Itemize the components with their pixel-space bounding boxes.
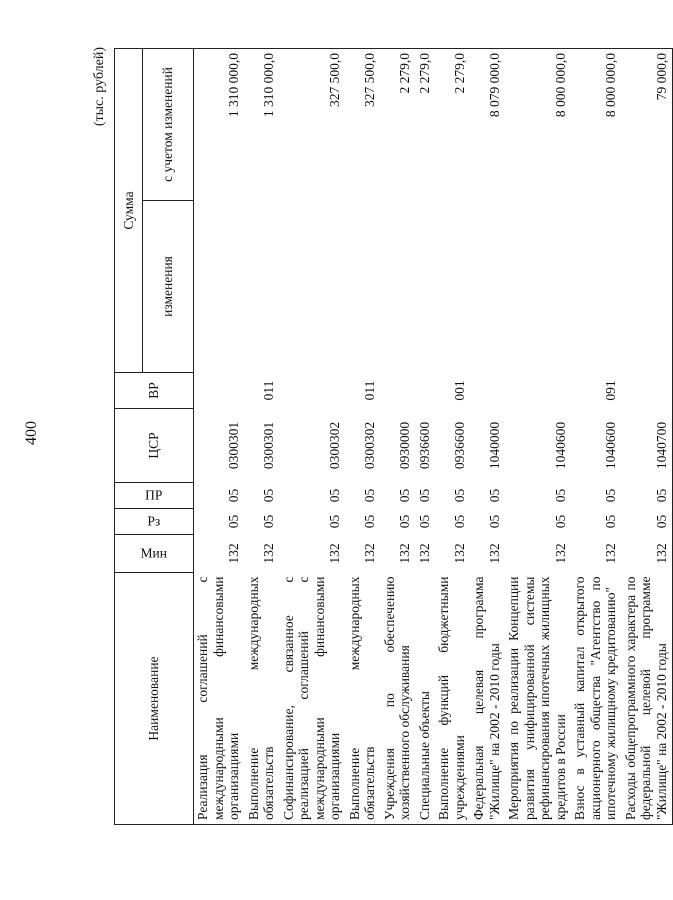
cell-name: Специальные объекты [416, 573, 436, 825]
header-sum: Сумма [115, 48, 143, 372]
cell-csr: 0930000 [397, 421, 413, 470]
cell-rz: 05 [552, 514, 568, 529]
cell-rz: 05 [603, 514, 619, 529]
cell-rz: 05 [327, 514, 343, 529]
cell-vr [194, 373, 245, 409]
table-body [194, 48, 673, 824]
cell-pr: 05 [416, 488, 432, 503]
cell-name: Софинансирование, связанное с реализацией соглашений с международными финансовыми организациями [280, 573, 346, 825]
cell-vr [622, 373, 673, 409]
table-row [435, 48, 470, 824]
cell-rz: 05 [416, 514, 432, 529]
cell-csr: 1040600 [603, 421, 619, 470]
cell-vr [416, 373, 436, 409]
cell-min: 132 [603, 543, 619, 564]
header-changes: изменения [143, 201, 194, 373]
cell-vr [280, 373, 346, 409]
cell-total: 1 310 000,0 [194, 48, 245, 200]
cell-csr: 0300301 [261, 421, 277, 470]
cell-changes [245, 201, 280, 373]
cell-changes [346, 201, 381, 373]
cell-total: 2 279,0 [416, 48, 436, 200]
cell-changes [571, 201, 622, 373]
cell-min: 132 [416, 543, 432, 564]
cell-min: 132 [486, 543, 502, 564]
cell-pr: 05 [603, 488, 619, 503]
cell-rz: 05 [261, 514, 277, 529]
cell-changes [381, 201, 416, 373]
cell-csr: 0300302 [362, 421, 378, 470]
cell-name: Учреждения по обеспечению хозяйственного обслуживания [381, 573, 416, 825]
unit-label: (тыс. рублей) [92, 47, 107, 127]
cell-name: Реализация соглашений с международными финансовыми организациями [194, 573, 245, 825]
cell-rz: 05 [226, 514, 242, 529]
cell-pr: 05 [327, 488, 343, 503]
table-row [571, 48, 622, 824]
header-rz-text: Рз [147, 513, 161, 529]
cell-changes [280, 201, 346, 373]
cell-rz: 05 [397, 514, 413, 529]
cell-csr: 1040600 [552, 421, 568, 470]
cell-min: 132 [451, 543, 467, 564]
header-rz [115, 509, 194, 535]
cell-total: 2 279,0 [435, 48, 470, 200]
header-with-changes: с учетом изменений [143, 48, 194, 200]
table-row [505, 48, 571, 824]
cell-pr: 05 [622, 483, 673, 509]
cell-pr: 05 [226, 488, 242, 503]
header-min [115, 535, 194, 573]
cell-rz: 05 [622, 509, 673, 535]
cell-name: Выполнение функций бюджетными учреждениями [435, 573, 470, 825]
cell-min: 132 [397, 543, 413, 564]
cell-pr: 05 [552, 488, 568, 503]
header-vr: ВР [115, 373, 194, 409]
cell-csr: 0300301 [226, 421, 242, 470]
page-number: 400 [23, 421, 40, 445]
cell-vr: 011 [362, 380, 378, 401]
cell-changes [622, 201, 673, 373]
cell-min: 132 [327, 543, 343, 564]
header-name: Наименование [115, 573, 194, 825]
table-row [381, 48, 416, 824]
table-row [622, 48, 673, 824]
cell-changes [435, 201, 470, 373]
cell-csr: 1040700 [622, 409, 673, 483]
cell-csr: 0936600 [416, 421, 432, 470]
cell-total: 8 000 000,0 [505, 48, 571, 200]
cell-min: 132 [622, 535, 673, 573]
cell-total: 327 500,0 [280, 48, 346, 200]
cell-changes [470, 201, 505, 373]
header-pr-text: ПР [145, 487, 163, 503]
table-row [346, 48, 381, 824]
cell-pr: 05 [261, 488, 277, 503]
header-min-text: Мин [140, 545, 168, 561]
cell-name: Выполнение международных обязательств [245, 573, 280, 825]
cell-rz: 05 [362, 514, 378, 529]
cell-total: 2 279,0 [381, 48, 416, 200]
cell-vr: 091 [603, 380, 619, 401]
cell-total: 79 000,0 [622, 48, 673, 200]
cell-name: Мероприятия по реализации Концепции развития унифицированной системы рефинансирования ипотечных жилищных кредитов в России [505, 573, 571, 825]
cell-total: 8 079 000,0 [470, 48, 505, 200]
cell-name: Федеральная целевая программа "Жилище" на 2002 - 2010 годы [470, 573, 505, 825]
cell-changes [194, 201, 245, 373]
cell-name: Расходы общепрограммного характера по федеральной целевой программе "Жилище" на 2002 - 2010 годы [622, 573, 673, 825]
cell-min: 132 [552, 543, 568, 564]
cell-rz: 05 [486, 514, 502, 529]
table-row [280, 48, 346, 824]
cell-pr: 05 [362, 488, 378, 503]
table-header [115, 48, 194, 824]
cell-pr: 05 [397, 488, 413, 503]
cell-total: 327 500,0 [346, 48, 381, 200]
header-csr: ЦСР [115, 409, 194, 483]
budget-table [114, 48, 673, 825]
cell-name: Взнос в уставный капитал открытого акционерного общества "Агентство по ипотечному жилищному кредитованию" [571, 573, 622, 825]
table-row [470, 48, 505, 824]
cell-changes [505, 201, 571, 373]
cell-rz: 05 [451, 514, 467, 529]
cell-csr: 1040000 [486, 421, 502, 470]
cell-total: 8 000 000,0 [571, 48, 622, 200]
cell-pr: 05 [486, 488, 502, 503]
cell-min: 132 [226, 543, 242, 564]
cell-name: Выполнение международных обязательств [346, 573, 381, 825]
cell-csr: 0936600 [451, 421, 467, 470]
cell-vr [470, 373, 505, 409]
table-row [416, 48, 436, 824]
rotated-page-content [84, 45, 669, 825]
cell-min: 132 [362, 543, 378, 564]
cell-csr: 0300302 [327, 421, 343, 470]
table-row [194, 48, 245, 824]
table-row [245, 48, 280, 824]
cell-vr [505, 373, 571, 409]
cell-vr: 001 [451, 380, 467, 401]
cell-total: 1 310 000,0 [245, 48, 280, 200]
header-pr [115, 483, 194, 509]
cell-pr: 05 [451, 488, 467, 503]
cell-changes [416, 201, 436, 373]
cell-min: 132 [261, 543, 277, 564]
cell-vr [381, 373, 416, 409]
cell-vr: 011 [261, 380, 277, 401]
